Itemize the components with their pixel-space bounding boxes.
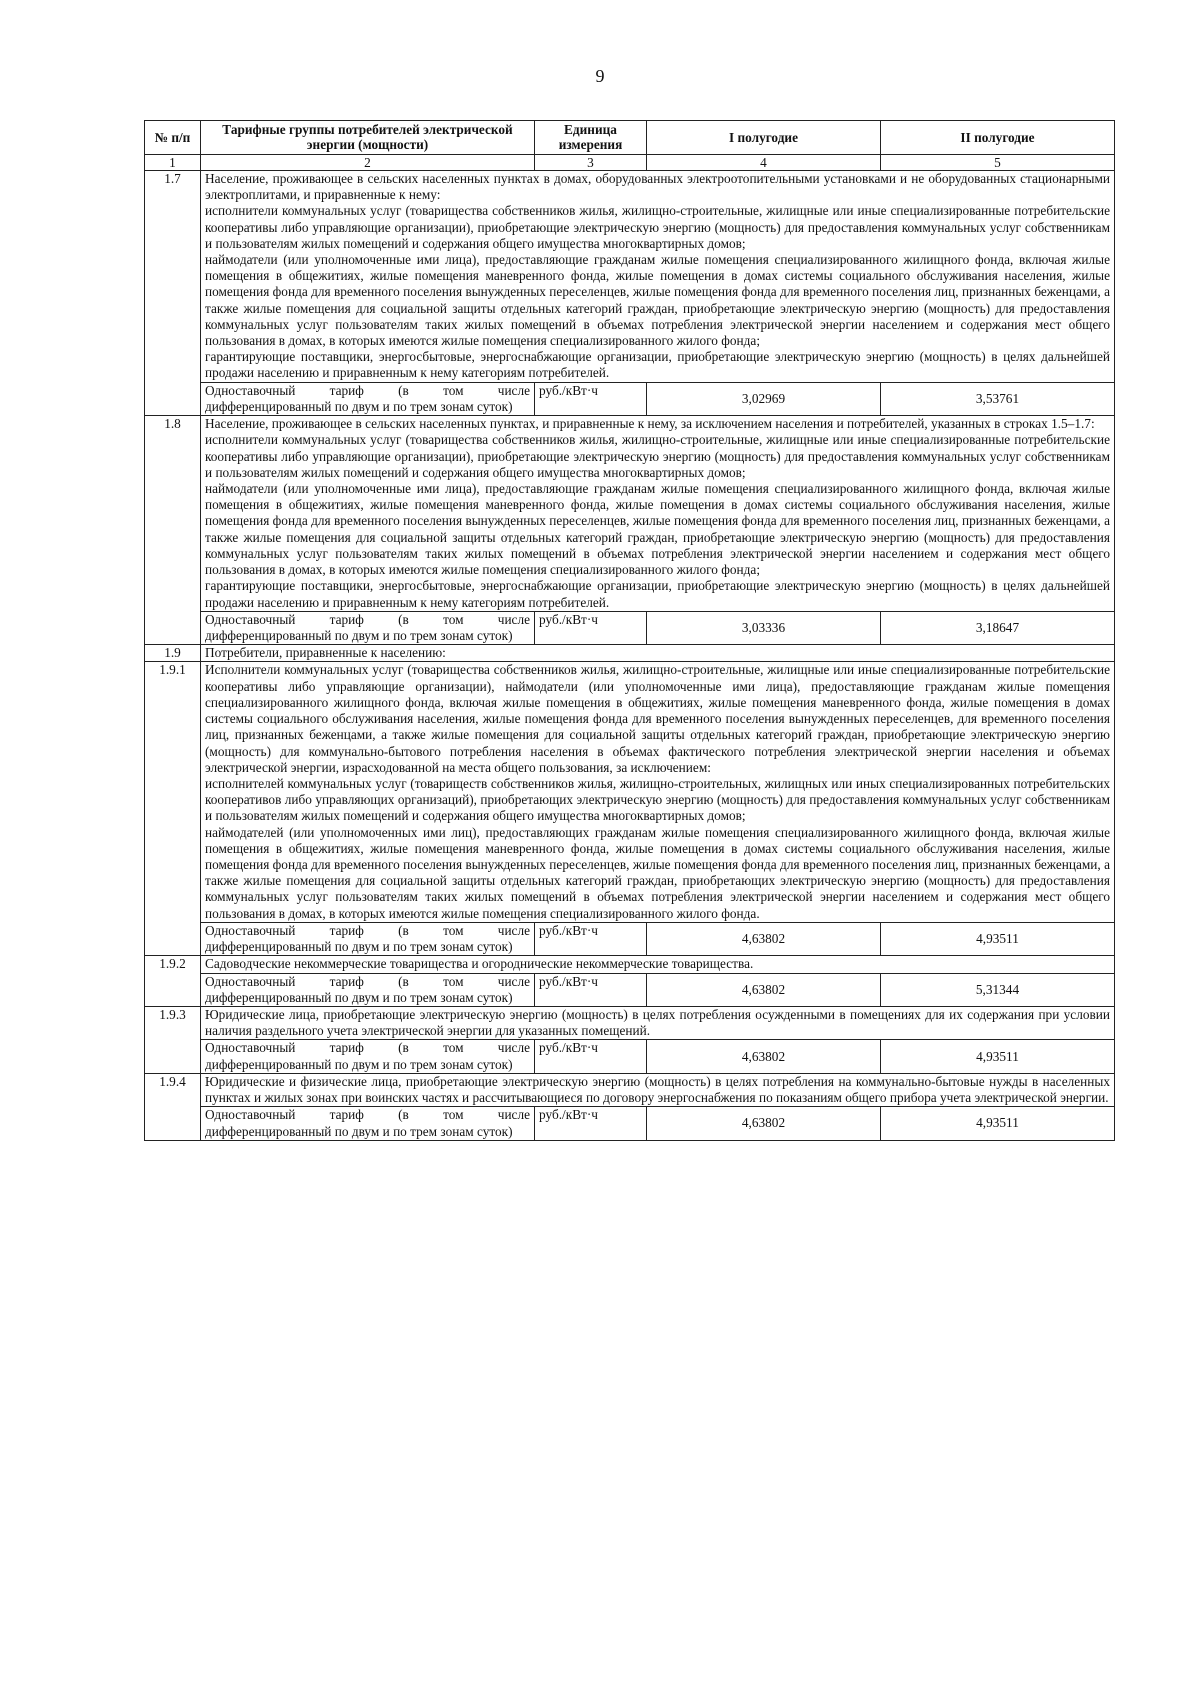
value-h2: 4,93511 xyxy=(881,922,1115,955)
value-h1: 4,63802 xyxy=(647,1107,881,1140)
header-group: Тарифные группы потребителей электрической энергии (мощности) xyxy=(201,121,535,155)
tariff-row xyxy=(145,922,1115,955)
unit: руб./кВт·ч xyxy=(535,1040,647,1073)
column-number-row xyxy=(145,154,1115,170)
value-h1: 4,63802 xyxy=(647,922,881,955)
header-unit: Единица измерения xyxy=(535,121,647,155)
value-h1: 4,63802 xyxy=(647,973,881,1006)
description-paragraph: Потребители, приравненные к населению: xyxy=(205,645,446,661)
tariff-row xyxy=(145,973,1115,1006)
description-paragraph: наймодателей (или уполномоченных ими лиц), предоставляющих гражданам жилые помещения специализированного жилищного фонда, включая жилые помещения в общежитиях, жилые помещения маневренного фонда, жилые помещения в домах системы социального обслуживания населения, жилые помещения фонда для временного поселения вынужденных переселенцев, жилые помещения фонда для временного поселения лиц, признанных беженцами, а также жилые помещения для социальной защиты отдельных категорий граждан, приобретающих электрическую энергию (мощность) для предоставления коммунальных услуг пользователям таких жилых помещений в объемах потребления электрической энергии населением и содержания мест общего пользования в домах, в которых имеются жилые помещения специализированного жилого фонда. xyxy=(205,824,1110,921)
column-number: 1 xyxy=(145,154,201,170)
column-number: 4 xyxy=(647,154,881,170)
value-h1: 4,63802 xyxy=(647,1040,881,1073)
tariff-row xyxy=(145,382,1115,415)
tariff-table xyxy=(144,120,1115,1141)
tariff-row xyxy=(145,1107,1115,1140)
unit: руб./кВт·ч xyxy=(535,611,647,644)
table-row xyxy=(145,1007,1115,1040)
tariff-name: Одноставочный тариф (в том числе дифференцированный по двум и по трем зонам суток) xyxy=(201,922,535,955)
tariff-name: Одноставочный тариф (в том числе дифференцированный по двум и по трем зонам суток) xyxy=(201,611,535,644)
row-number: 1.9 xyxy=(145,645,201,662)
table-row xyxy=(145,662,1115,923)
column-number: 3 xyxy=(535,154,647,170)
row-description xyxy=(201,416,1115,612)
row-description xyxy=(201,1007,1115,1040)
description-paragraph: наймодатели (или уполномоченные ими лица), предоставляющие гражданам жилые помещения специализированного жилищного фонда, включая жилые помещения в общежитиях, жилые помещения маневренного фонда, жилые помещения в домах системы социального обслуживания населения, жилые помещения фонда для временного поселения вынужденных переселенцев, жилые помещения фонда для временного поселения лиц, признанных беженцами, а также жилые помещения для социальной защиты отдельных категорий граждан, приобретающие электрическую энергию (мощность) для предоставления коммунальных услуг пользователям таких жилых помещений в объемах потребления электрической энергии населением и содержания мест общего пользования в домах, в которых имеются жилые помещения специализированного жилого фонда; xyxy=(205,251,1110,349)
header-num: № п/п xyxy=(145,121,201,155)
table-row xyxy=(145,1073,1115,1106)
row-number: 1.9.3 xyxy=(145,1007,201,1074)
value-h2: 4,93511 xyxy=(881,1040,1115,1073)
table-row xyxy=(145,170,1115,382)
description-paragraph: исполнителей коммунальных услуг (товариществ собственников жилья, жилищно-строительных, жилищных или иных специализированных потребительских кооперативов либо управляющих организаций), приобретающих электрическую энергию (мощность) для предоставления коммунальных услуг собственникам и пользователям жилых помещений и содержания общего имущества многоквартирных домов; xyxy=(205,775,1110,824)
description-paragraph: Население, проживающее в сельских населенных пунктах, и приравненные к нему, за исключением населения и потребителей, указанных в строках 1.5–1.7: xyxy=(205,416,1095,432)
value-h2: 5,31344 xyxy=(881,973,1115,1006)
table-header-row xyxy=(145,121,1115,155)
unit: руб./кВт·ч xyxy=(535,382,647,415)
row-number: 1.9.4 xyxy=(145,1073,201,1140)
description-paragraph: Население, проживающее в сельских населенных пунктах в домах, оборудованных электроотопительными установками и не оборудованных стационарными электроплитами, и приравненные к нему: xyxy=(205,170,1110,203)
tariff-name: Одноставочный тариф (в том числе дифференцированный по двум и по трем зонам суток) xyxy=(201,1107,535,1140)
header-h1: I полугодие xyxy=(647,121,881,155)
value-h1: 3,03336 xyxy=(647,611,881,644)
tariff-name: Одноставочный тариф (в том числе дифференцированный по двум и по трем зонам суток) xyxy=(201,973,535,1006)
row-number: 1.8 xyxy=(145,416,201,645)
unit: руб./кВт·ч xyxy=(535,973,647,1006)
page-number: 9 xyxy=(595,66,605,86)
description-paragraph: исполнители коммунальных услуг (товарищества собственников жилья, жилищно-строительные, жилищные или иные специализированные потребительские кооперативы либо управляющие организации), приобретающие электрическую энергию (мощность) для предоставления коммунальных услуг собственникам и пользователям жилых помещений и содержания общего имущества многоквартирных домов; xyxy=(205,432,1110,480)
row-number: 1.9.1 xyxy=(145,662,201,956)
value-h1: 3,02969 xyxy=(647,382,881,415)
description-paragraph: гарантирующие поставщики, энергосбытовые, энергоснабжающие организации, приобретающие электрическую энергию (мощность) в целях дальнейшей продажи населению и приравненным к нему категориям потребителей. xyxy=(205,578,1110,610)
row-description xyxy=(201,645,1115,662)
value-h2: 3,53761 xyxy=(881,382,1115,415)
row-number: 1.7 xyxy=(145,170,201,415)
table-row xyxy=(145,645,1115,662)
value-h2: 4,93511 xyxy=(881,1107,1115,1140)
row-description xyxy=(201,956,1115,973)
description-paragraph: Юридические лица, приобретающие электрическую энергию (мощность) в целях потребления осужденными в помещениях для их содержания при условии наличия раздельного учета электрической энергии для указанных помещений. xyxy=(205,1007,1110,1039)
tariff-row xyxy=(145,611,1115,644)
description-paragraph: Юридические и физические лица, приобретающие электрическую энергию (мощность) в целях потребления на коммунально-бытовые нужды в населенных пунктах и жилых зонах при воинских частях и рассчитывающиеся по договору энергоснабжения по показаниям общего прибора учета электрической энергии. xyxy=(205,1073,1110,1106)
description-paragraph: Садоводческие некоммерческие товарищества и огороднические некоммерческие товарищества. xyxy=(205,956,754,972)
row-description xyxy=(201,1073,1115,1106)
description-paragraph: гарантирующие поставщики, энергосбытовые, энергоснабжающие организации, приобретающие электрическую энергию (мощность) в целях дальнейшей продажи населению и приравненным к нему категориям потребителей. xyxy=(205,349,1110,381)
unit: руб./кВт·ч xyxy=(535,1107,647,1140)
row-description xyxy=(201,170,1115,382)
description-paragraph: исполнители коммунальных услуг (товарищества собственников жилья, жилищно-строительные, жилищные или иные специализированные потребительские кооперативы либо управляющие организации), приобретающие электрическую энергию (мощность) для предоставления коммунальных услуг собственникам и пользователям жилых помещений и содержания общего имущества многоквартирных домов; xyxy=(205,203,1110,251)
value-h2: 3,18647 xyxy=(881,611,1115,644)
tariff-name: Одноставочный тариф (в том числе дифференцированный по двум и по трем зонам суток) xyxy=(201,382,535,415)
header-h2: II полугодие xyxy=(881,121,1115,155)
column-number: 2 xyxy=(201,154,535,170)
row-description xyxy=(201,662,1115,923)
description-paragraph: наймодатели (или уполномоченные ими лица), предоставляющие гражданам жилые помещения специализированного жилищного фонда, включая жилые помещения в общежитиях, жилые помещения маневренного фонда, жилые помещения в домах системы социального обслуживания населения, жилые помещения фонда для временного поселения вынужденных переселенцев, жилые помещения фонда для временного поселения лиц, признанных беженцами, а также жилые помещения для социальной защиты отдельных категорий граждан, приобретающие электрическую энергию (мощность) для предоставления коммунальных услуг пользователям таких жилых помещений в объемах потребления электрической энергии населением и содержания мест общего пользования в домах, в которых имеются жилые помещения специализированного жилого фонда; xyxy=(205,481,1110,578)
table-row xyxy=(145,956,1115,973)
tariff-name: Одноставочный тариф (в том числе дифференцированный по двум и по трем зонам суток) xyxy=(201,1040,535,1073)
row-number: 1.9.2 xyxy=(145,956,201,1007)
table-row xyxy=(145,416,1115,612)
tariff-row xyxy=(145,1040,1115,1073)
unit: руб./кВт·ч xyxy=(535,922,647,955)
column-number: 5 xyxy=(881,154,1115,170)
description-paragraph: Исполнители коммунальных услуг (товарищества собственников жилья, жилищно-строительные, жилищные или иные специализированные потребительские кооперативы либо управляющие организации), наймодатели (или уполномоченные ими лица), предоставляющие гражданам жилые помещения специализированного жилищного фонда, включая жилые помещения в общежитиях, жилые помещения маневренного фонда, жилые помещения в домах системы социального обслуживания населения, жилые помещения фонда для временного поселения вынужденных переселенцев, для временного поселения лиц, признанных беженцами, а также жилые помещения для социальной защиты отдельных категорий граждан, приобретающие электрическую энергию (мощность) для коммунально-бытового потребления населения в объемах фактического потребления электрической энергии населения и объемах электрической энергии, израсходованной на места общего пользования, за исключением: xyxy=(205,662,1110,775)
